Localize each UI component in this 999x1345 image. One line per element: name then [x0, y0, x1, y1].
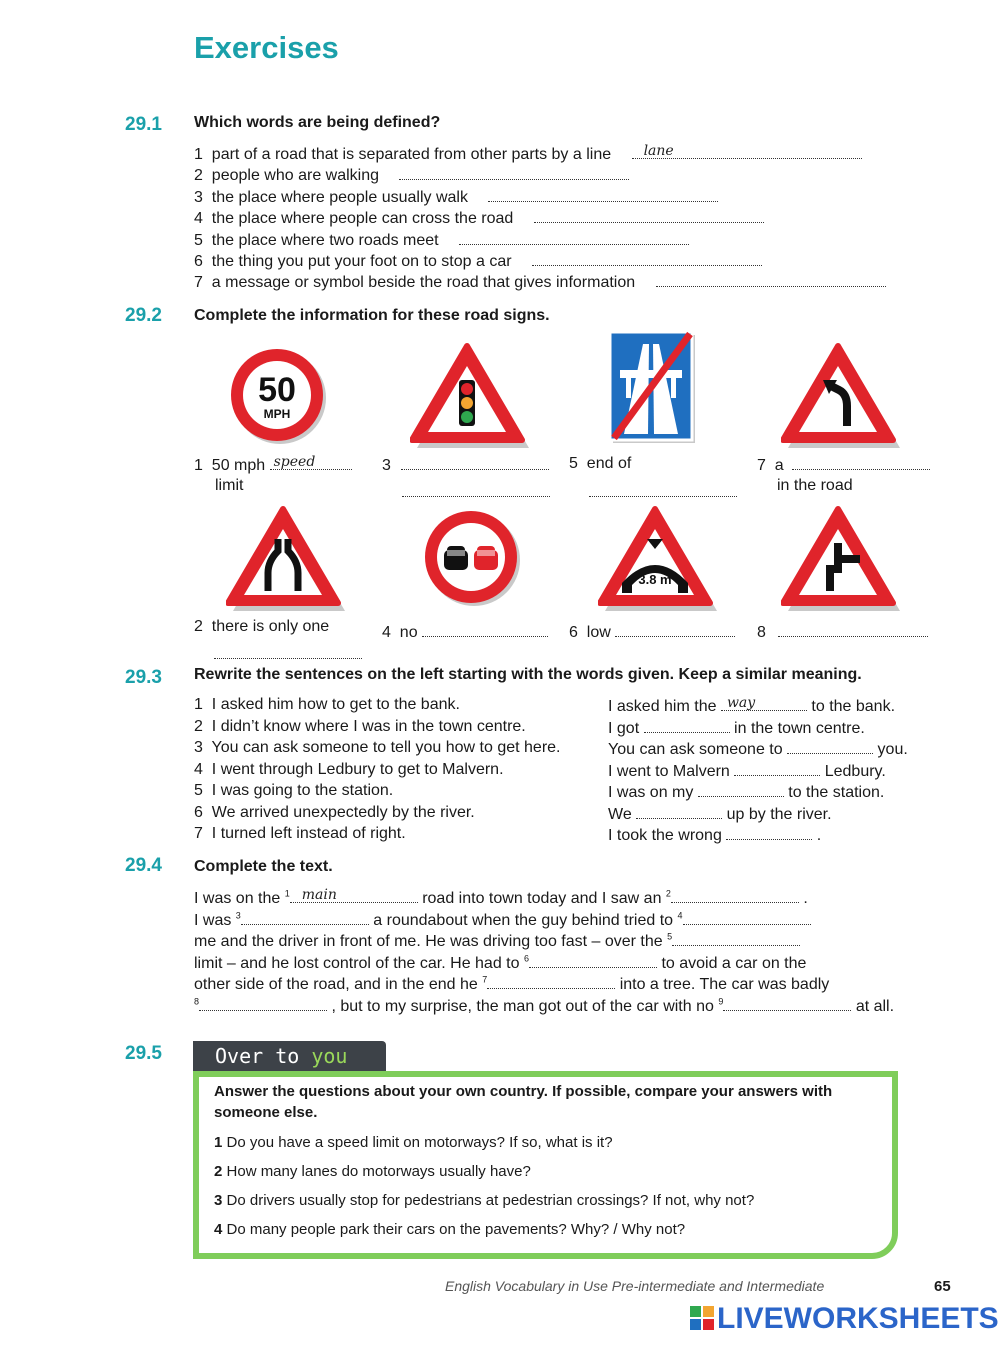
answer-blank[interactable] — [534, 208, 764, 223]
answer-blank[interactable] — [792, 455, 930, 470]
list-item: 4 the place where people can cross the road — [194, 208, 764, 228]
question-item: 1 Do you have a speed limit on motorways? If so, what is it? — [214, 1134, 613, 1151]
answer-blank[interactable] — [644, 718, 730, 733]
answer-blank[interactable] — [723, 996, 851, 1011]
exercise-instruction-29-3: Rewrite the sentences on the left starting with the words given. Keep a similar meaning. — [194, 666, 862, 683]
text-line: I was $^3$ a roundabout when the guy behind tried to $^4$ — [194, 910, 811, 930]
list-item: I went to Malvern Ledbury. — [608, 763, 886, 780]
traffic-lights-sign-icon — [410, 340, 530, 450]
liveworksheets-logo: LIVEWORKSHEETS — [690, 1302, 999, 1336]
sign-caption-4: 4 no — [382, 622, 548, 642]
exercise-number-29-4: 29.4 — [125, 855, 162, 876]
text-line: me and the driver in front of me. He was driving too fast – over the $^5$ — [194, 931, 800, 951]
list-item: We up by the river. — [608, 806, 832, 823]
answer-blank[interactable] — [656, 272, 886, 287]
sign-caption-6: 6 low — [569, 622, 735, 642]
text-line: other side of the road, and in the end he $^7$ into a tree. The car was badly — [194, 974, 830, 993]
answer-blank[interactable] — [787, 739, 873, 754]
answer-blank[interactable] — [698, 782, 784, 797]
box-intro-line1: Answer the questions about your own country. If possible, compare your answers with — [214, 1083, 833, 1100]
answer-blank[interactable] — [401, 455, 549, 470]
answer-blank[interactable] — [671, 888, 799, 903]
sign-caption-7-line2: in the road — [777, 477, 853, 494]
side-road-sign-icon — [781, 503, 901, 613]
list-item: You can ask someone to you. — [608, 741, 908, 758]
list-item: I took the wrong . — [608, 827, 822, 844]
answer-blank[interactable] — [402, 482, 550, 497]
answer-blank[interactable] — [636, 804, 722, 819]
exercise-number-29-5: 29.5 — [125, 1043, 162, 1064]
sign-height-text: 3.8 m — [638, 572, 672, 587]
answer-blank[interactable] — [532, 251, 762, 266]
answer-blank[interactable] — [683, 910, 811, 925]
answer-blank[interactable] — [487, 974, 615, 989]
list-item: 1 I asked him how to get to the bank. — [194, 696, 460, 713]
sign-caption-1-line2: limit — [215, 477, 244, 494]
list-item: 3 You can ask someone to tell you how to get here. — [194, 739, 561, 756]
answer-blank[interactable] — [672, 931, 800, 946]
answer-blank[interactable] — [488, 187, 718, 202]
over-to-you-tab: Over to you — [193, 1041, 386, 1071]
list-item: 6 We arrived unexpectedly by the river. — [194, 804, 475, 821]
page-title: Exercises — [194, 30, 339, 65]
answer-blank[interactable]: speed — [270, 455, 352, 470]
list-item: 6 the thing you put your foot on to stop a car — [194, 251, 762, 271]
list-item: 3 the place where people usually walk — [194, 187, 718, 207]
answer-blank[interactable] — [529, 953, 657, 968]
page-number: 65 — [934, 1278, 951, 1295]
exercise-instruction-29-4: Complete the text. — [194, 858, 333, 875]
speed-limit-sign-icon — [226, 344, 330, 448]
question-item: 3 Do drivers usually stop for pedestrians at pedestrian crossings? If not, why not? — [214, 1192, 755, 1209]
box-intro-line2: someone else. — [214, 1104, 318, 1121]
sign-speed-unit: MPH — [263, 407, 291, 421]
road-narrows-sign-icon — [226, 503, 346, 613]
list-item: 7 a message or symbol beside the road that gives information — [194, 272, 886, 292]
answer-blank[interactable] — [615, 622, 735, 637]
sign-caption-3: 3 — [382, 455, 549, 475]
exercise-number-29-2: 29.2 — [125, 305, 162, 326]
list-item: 2 people who are walking — [194, 165, 629, 185]
answer-blank[interactable]: main — [290, 888, 418, 903]
exercise-number-29-1: 29.1 — [125, 114, 162, 135]
answer-blank[interactable] — [778, 622, 928, 637]
sign-caption-8: 8 — [757, 622, 928, 642]
liveworksheets-icon — [690, 1306, 714, 1330]
answer-blank[interactable] — [726, 825, 812, 840]
list-item: 5 the place where two roads meet — [194, 230, 689, 250]
question-item: 2 How many lanes do motorways usually have? — [214, 1163, 531, 1180]
question-item: 4 Do many people park their cars on the pavements? Why? / Why not? — [214, 1221, 686, 1238]
answer-blank[interactable]: way — [721, 696, 807, 711]
text-line: limit – and he lost control of the car. He had to $^6$ to avoid a car on the — [194, 953, 807, 972]
answer-blank[interactable] — [589, 482, 737, 497]
list-item: I got in the town centre. — [608, 720, 865, 737]
answer-blank[interactable] — [459, 230, 689, 245]
answer-blank[interactable] — [241, 910, 369, 925]
sign-caption-5: 5 end of — [569, 455, 632, 472]
list-item: I was on my to the station. — [608, 784, 885, 801]
low-bridge-sign-icon — [598, 503, 718, 613]
sign-speed-number: 50 — [258, 371, 296, 409]
text-line: $^8$ , but to my surprise, the man got out of the car with no $^9$ at all. — [194, 996, 895, 1015]
exercise-number-29-3: 29.3 — [125, 667, 162, 688]
sign-caption-1: 1 50 mph speed — [194, 455, 352, 475]
sign-caption-2: 2 there is only one — [194, 618, 330, 635]
answer-blank[interactable] — [199, 996, 327, 1011]
list-item: 5 I was going to the station. — [194, 782, 394, 799]
sign-caption-7: 7 a — [757, 455, 930, 475]
list-item: I asked him the way to the bank. — [608, 695, 896, 715]
exercise-instruction-29-1: Which words are being defined? — [194, 114, 441, 131]
no-overtaking-sign-icon — [420, 506, 524, 610]
bend-sign-icon — [781, 340, 901, 450]
list-item: 2 I didn’t know where I was in the town centre. — [194, 718, 526, 735]
answer-blank[interactable] — [399, 165, 629, 180]
answer-blank[interactable] — [422, 622, 548, 637]
answer-blank[interactable]: lane — [632, 144, 862, 159]
list-item: 7 I turned left instead of right. — [194, 825, 406, 842]
list-item: 4 I went through Ledbury to get to Malvern. — [194, 761, 504, 778]
answer-blank[interactable] — [734, 761, 820, 776]
list-item: 1 part of a road that is separated from other parts by a line lane — [194, 144, 862, 164]
book-title-footer: English Vocabulary in Use Pre-intermediate and Intermediate — [445, 1278, 825, 1294]
answer-blank[interactable] — [214, 644, 362, 659]
text-line: I was on the $^1$ main road into town today and I saw an $^2$ . — [194, 887, 808, 907]
end-of-motorway-sign-icon — [608, 330, 698, 446]
exercise-instruction-29-2: Complete the information for these road signs. — [194, 307, 550, 324]
